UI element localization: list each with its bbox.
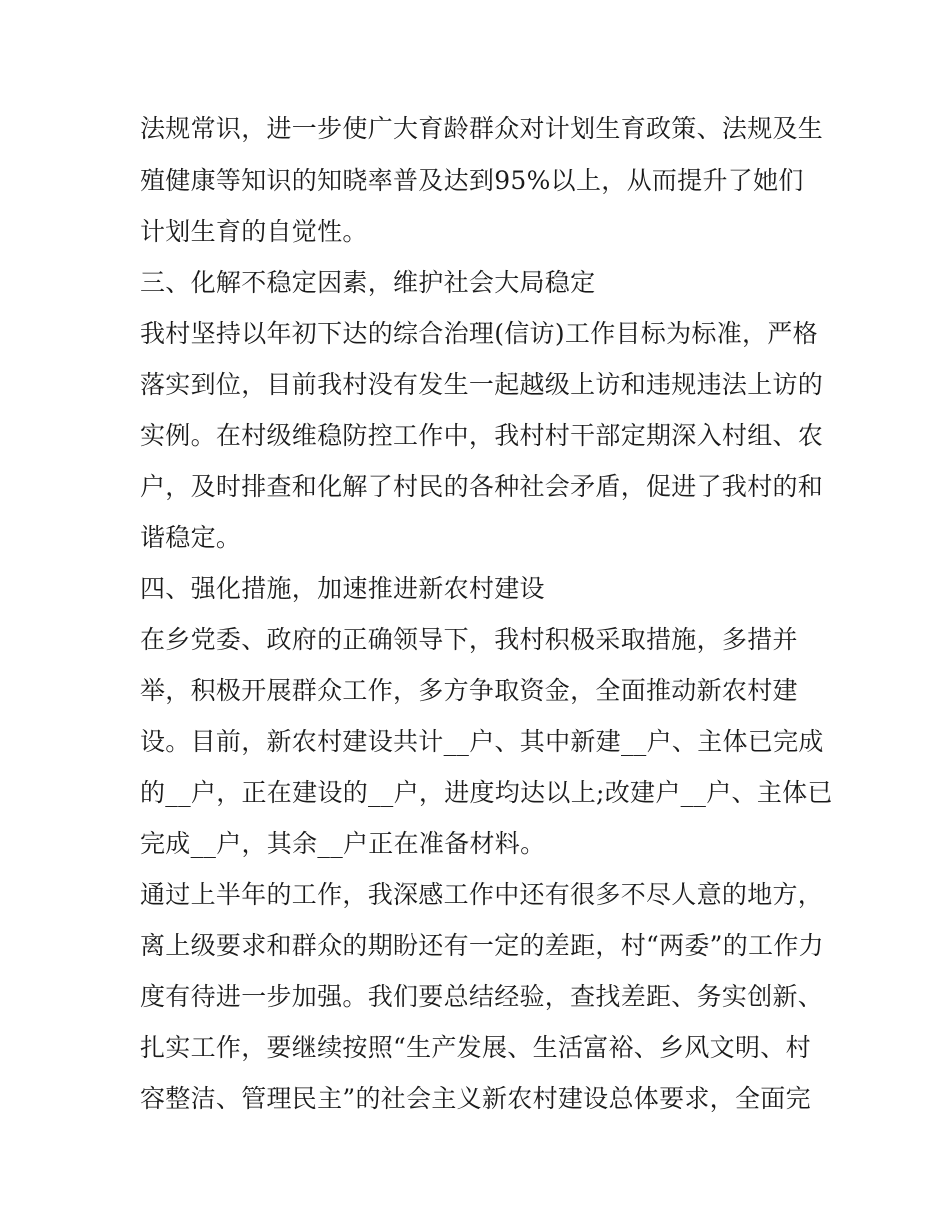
text-line: 容整洁、管理民主”的社会主义新农村建设总体要求，全面完 — [140, 1084, 811, 1113]
text-line: 完成__户，其余__户正在准备材料。 — [140, 829, 546, 858]
text-line: 通过上半年的工作，我深感工作中还有很多不尽人意的地方， — [140, 880, 824, 909]
text-line: 法规常识，进一步使广大育龄群众对计划生育政策、法规及生 — [140, 114, 824, 143]
text-line: 扎实工作，要继续按照“生产发展、生活富裕、乡风文明、村 — [140, 1033, 811, 1062]
text-line: 离上级要求和群众的期盼还有一定的差距，村“两委”的工作力 — [140, 931, 824, 960]
text-line: 我村坚持以年初下达的综合治理(信访)工作目标为标准，严格 — [140, 319, 818, 348]
text-line: 度有待进一步加强。我们要总结经验，查找差距、务实创新、 — [140, 982, 824, 1011]
text-line: 实例。在村级维稳防控工作中，我村村干部定期深入村组、农 — [140, 421, 824, 450]
section-heading: 四、强化措施，加速推进新农村建设 — [140, 574, 545, 603]
text-line: 殖健康等知识的知晓率普及达到95%以上，从而提升了她们 — [140, 166, 804, 195]
text-line: 户，及时排查和化解了村民的各种社会矛盾，促进了我村的和 — [140, 472, 824, 501]
text-line: 落实到位，目前我村没有发生一起越级上访和违规违法上访的 — [140, 370, 824, 399]
text-line: 的__户，正在建设的__户，进度均达以上;改建户__户、主体已 — [140, 778, 833, 807]
text-line: 举，积极开展群众工作，多方争取资金，全面推动新农村建 — [140, 676, 798, 705]
text-line: 在乡党委、政府的正确领导下，我村积极采取措施，多措并 — [140, 625, 798, 654]
section-heading: 三、化解不稳定因素，维护社会大局稳定 — [140, 268, 596, 297]
text-line: 谐稳定。 — [140, 523, 242, 552]
text-line: 设。目前，新农村建设共计__户、其中新建__户、主体已完成 — [140, 727, 824, 756]
text-line: 计划生育的自觉性。 — [140, 217, 368, 246]
